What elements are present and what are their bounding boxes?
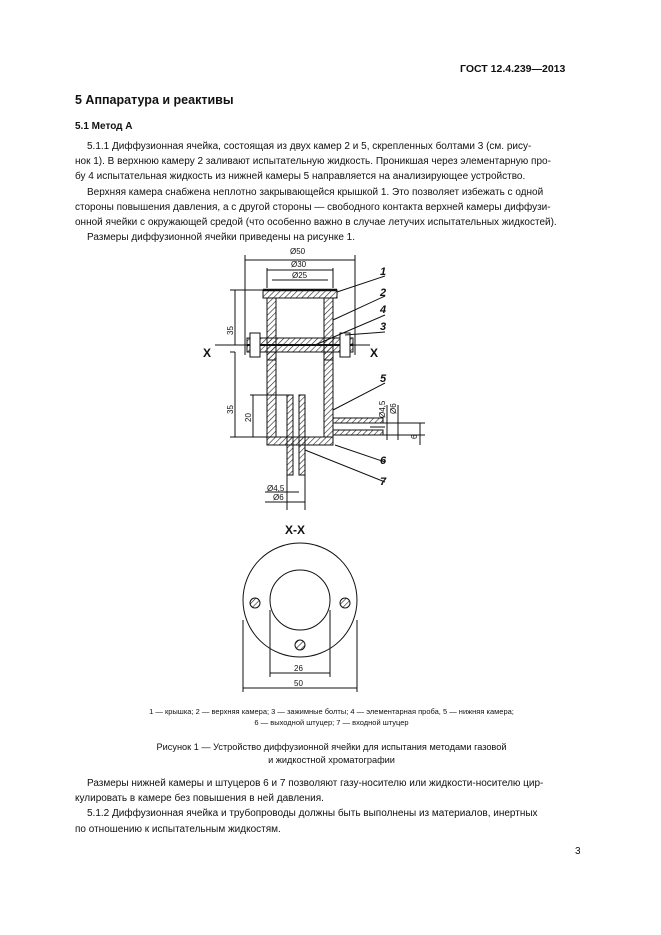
dim-d50: Ø50 [290,247,306,256]
text-line: онной ячейки с окружающей средой (что особенно важно в случае летучих испытательных жидкостей). [75,217,557,229]
section-view-title: X-X [285,523,306,537]
diffusion-cell-figure [195,240,445,700]
text-line: Размеры нижней камеры и штуцеров 6 и 7 позволяют газу-носителю или жидкости-носителю цир- [87,778,544,789]
section-mark-left: X [203,346,212,360]
callout-3: 3 [380,321,387,333]
standard-number: ГОСТ 12.4.239—2013 [460,63,566,75]
text-line: нок 1). В верхнюю камеру 2 заливают испытательную жидкость. Проникшая через элементарную про- [75,156,551,168]
figure-legend [75,706,588,728]
dim-h6: 6 [410,434,419,439]
dim-h35-bottom: 35 [226,405,235,414]
caption-line: и жидкостной хроматографии [268,755,395,765]
paragraph-after-figure [75,776,588,837]
text-line: Верхняя камера снабжена неплотно закрывающейся крышкой 1. Это позволяет избежать с одной [87,186,544,198]
callout-5: 5 [380,373,387,385]
dim-d6-bottom: Ø6 [273,493,284,502]
dim-d25: Ø25 [292,271,308,280]
caption-line: Рисунок 1 — Устройство диффузионной ячейки для испытания методами газовой [156,742,507,752]
subsection-title: 5.1 Метод А [75,121,133,132]
callout-6: 6 [380,455,387,467]
dim-50: 50 [294,679,303,688]
text-line: бу 4 испытательная жидкость из нижней камеры 5 направляется на анализирующее устройство. [75,171,526,183]
dim-h35-top: 35 [226,326,235,335]
section-mark-right: X [370,346,379,360]
callout-1: 1 [380,266,387,278]
dim-d6-right: Ø6 [389,403,398,414]
text-line: кулировать в камере без повышения в ней давления. [75,793,324,805]
paragraph-5-1-1 [75,139,588,245]
text-line: стороны повышения давления, а с другой стороны — свободного контакта верхней камеры диффузи- [75,201,551,213]
legend-line: 1 — крышка; 2 — верхняя камера; 3 — зажимные болты; 4 — элементарная проба, 5 — нижняя камера; [149,707,514,716]
text-line: Размеры диффузионной ячейки приведены на рисунке 1. [87,232,356,244]
text-line: по отношению к испытательным жидкостям. [75,823,281,835]
dim-h20: 20 [244,413,253,422]
figure-caption [75,741,588,767]
legend-line: 6 — выходной штуцер; 7 — входной штуцер [254,718,409,727]
dim-d45-bottom: Ø4,5 [267,484,285,493]
callout-4: 4 [380,304,387,316]
page-number: 3 [575,846,581,857]
callout-2: 2 [380,287,387,299]
callout-7: 7 [380,476,387,488]
section-title: 5 Аппаратура и реактивы [75,93,234,107]
dim-d30: Ø30 [291,260,307,269]
dim-d45-right: Ø4,5 [378,400,387,418]
text-line: 5.1.2 Диффузионная ячейка и трубопроводы должны быть выполнены из материалов, инертных [87,808,538,820]
dim-26: 26 [294,664,303,673]
text-line: 5.1.1 Диффузионная ячейка, состоящая из двух камер 2 и 5, скрепленных болтами 3 (см. рису- [87,141,532,152]
